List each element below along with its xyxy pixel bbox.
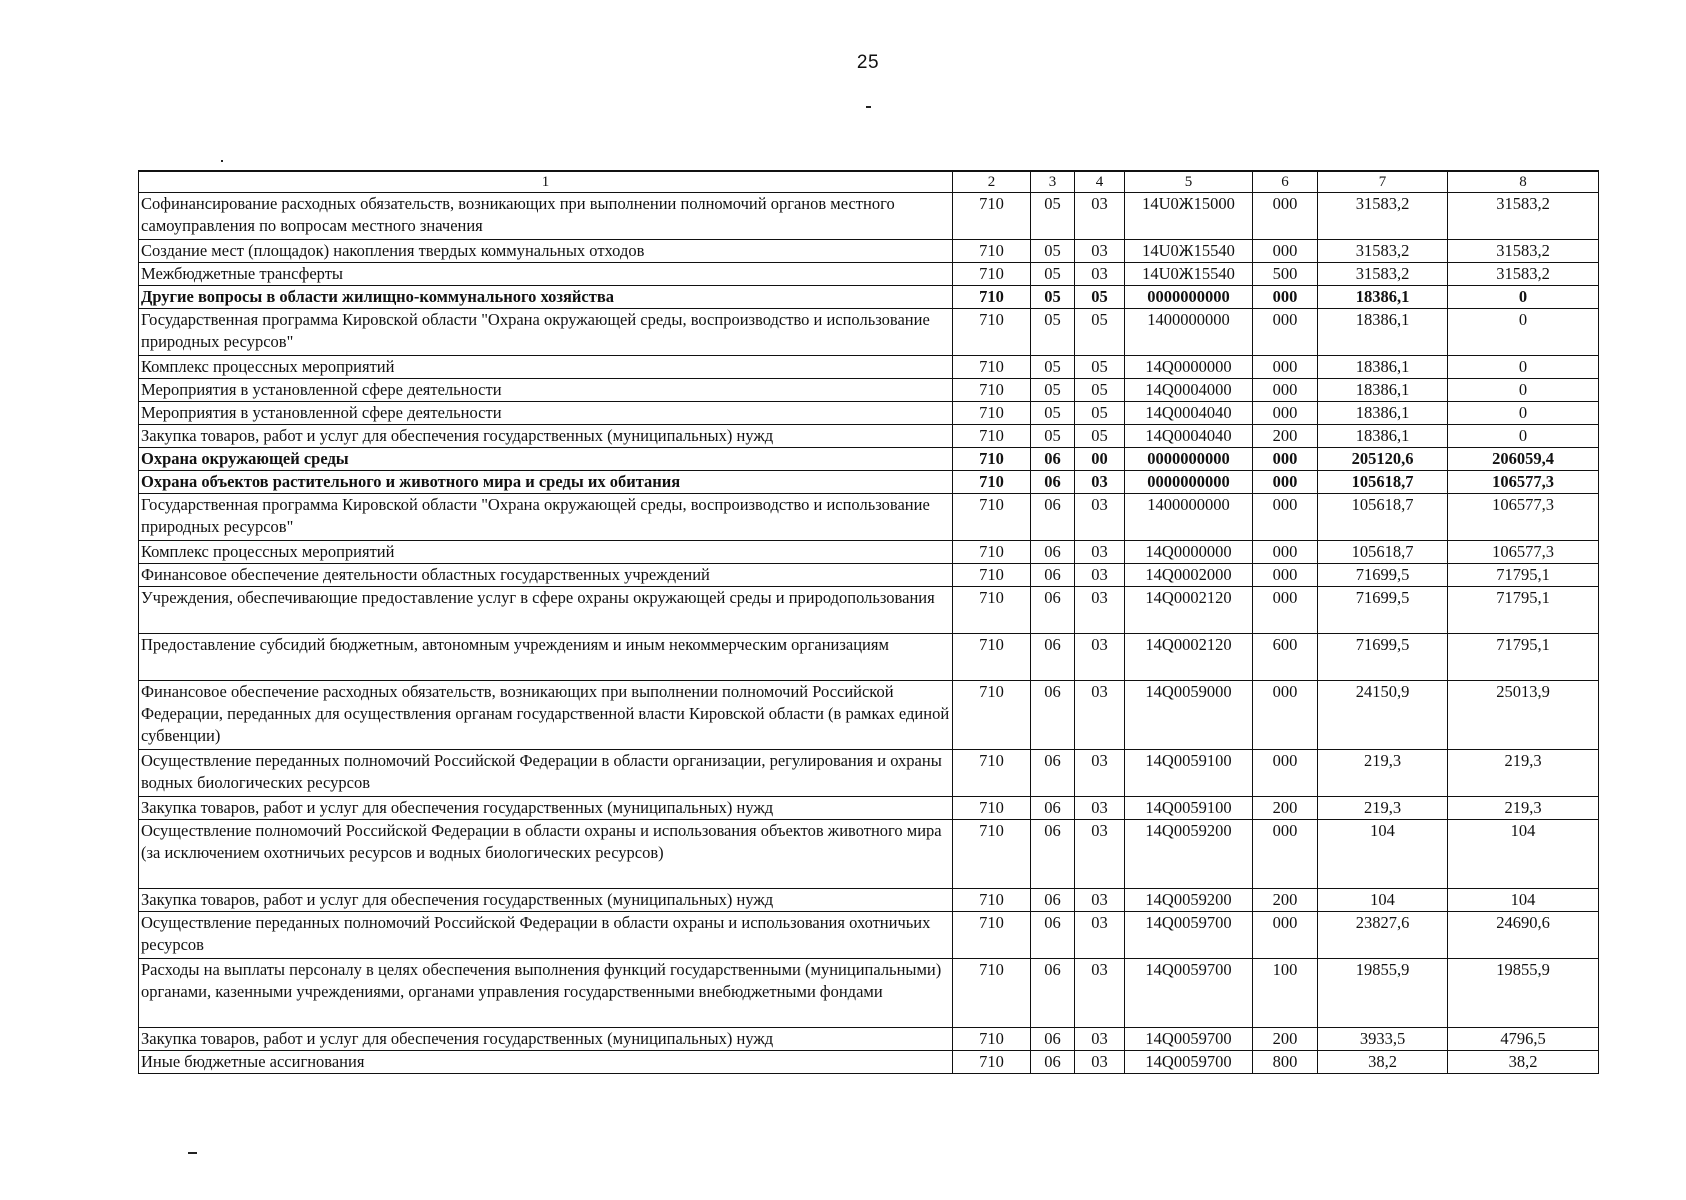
table-row [139,309,1599,356]
row-amount-year1-cell: 18386,1 [1318,309,1448,356]
table-row [139,541,1599,564]
header-cell: 7 [1318,171,1448,193]
row-target-article-cell: 14Q0059700 [1125,1028,1253,1051]
row-target-article-cell: 14Q0002120 [1125,587,1253,634]
row-amount-year1-cell: 18386,1 [1318,286,1448,309]
row-target-article-cell: 0000000000 [1125,448,1253,471]
row-code-cell: 710 [953,959,1031,1028]
row-amount-year1-cell: 104 [1318,820,1448,889]
header-cell: 3 [1031,171,1075,193]
row-section-cell: 06 [1031,494,1075,541]
row-amount-year1-cell: 23827,6 [1318,912,1448,959]
row-name-cell: Учреждения, обеспечивающие предоставление услуг в сфере охраны окружающей среды и природопользования [139,587,953,634]
row-amount-year1-cell: 18386,1 [1318,425,1448,448]
row-target-article-cell: 14U0Ж15000 [1125,193,1253,240]
row-name-cell: Охрана объектов растительного и животного мира и среды их обитания [139,471,953,494]
row-subsection-cell: 03 [1075,494,1125,541]
row-section-cell: 06 [1031,912,1075,959]
table-row [139,681,1599,750]
row-code-cell: 710 [953,286,1031,309]
row-amount-year2-cell: 0 [1448,356,1599,379]
row-expense-type-cell: 000 [1253,541,1318,564]
row-section-cell: 06 [1031,634,1075,681]
row-code-cell: 710 [953,263,1031,286]
row-section-cell: 06 [1031,541,1075,564]
row-name-cell: Закупка товаров, работ и услуг для обеспечения государственных (муниципальных) нужд [139,1028,953,1051]
row-section-cell: 06 [1031,1028,1075,1051]
row-subsection-cell: 03 [1075,681,1125,750]
row-name-cell: Создание мест (площадок) накопления твердых коммунальных отходов [139,240,953,263]
table-row [139,587,1599,634]
row-expense-type-cell: 500 [1253,263,1318,286]
row-subsection-cell: 03 [1075,587,1125,634]
row-target-article-cell: 1400000000 [1125,309,1253,356]
row-amount-year2-cell: 106577,3 [1448,471,1599,494]
table-row [139,797,1599,820]
row-expense-type-cell: 000 [1253,356,1318,379]
row-expense-type-cell: 000 [1253,240,1318,263]
row-name-cell: Государственная программа Кировской области "Охрана окружающей среды, воспроизводство и использование природных ресурсов" [139,494,953,541]
row-name-cell: Осуществление полномочий Российской Федерации в области охраны и использования объектов животного мира (за исключением охотничьих ресурсов и водных биологических ресурсов) [139,820,953,889]
row-name-cell: Комплекс процессных мероприятий [139,356,953,379]
row-code-cell: 710 [953,1051,1031,1074]
row-section-cell: 06 [1031,820,1075,889]
row-section-cell: 05 [1031,263,1075,286]
row-target-article-cell: 14Q0059000 [1125,681,1253,750]
row-amount-year1-cell: 24150,9 [1318,681,1448,750]
row-code-cell: 710 [953,471,1031,494]
row-section-cell: 05 [1031,286,1075,309]
row-expense-type-cell: 200 [1253,1028,1318,1051]
row-section-cell: 05 [1031,379,1075,402]
header-cell: 2 [953,171,1031,193]
row-section-cell: 05 [1031,356,1075,379]
row-code-cell: 710 [953,750,1031,797]
header-cell: 4 [1075,171,1125,193]
row-amount-year1-cell: 31583,2 [1318,263,1448,286]
row-target-article-cell: 1400000000 [1125,494,1253,541]
row-name-cell: Комплекс процессных мероприятий [139,541,953,564]
row-expense-type-cell: 600 [1253,634,1318,681]
row-amount-year2-cell: 0 [1448,286,1599,309]
row-target-article-cell: 0000000000 [1125,471,1253,494]
row-section-cell: 06 [1031,797,1075,820]
row-amount-year2-cell: 19855,9 [1448,959,1599,1028]
table-row [139,1028,1599,1051]
row-expense-type-cell: 000 [1253,193,1318,240]
row-expense-type-cell: 000 [1253,494,1318,541]
row-code-cell: 710 [953,425,1031,448]
row-expense-type-cell: 800 [1253,1051,1318,1074]
row-amount-year2-cell: 38,2 [1448,1051,1599,1074]
row-subsection-cell: 03 [1075,820,1125,889]
scan-speck [866,106,871,108]
row-amount-year2-cell: 219,3 [1448,797,1599,820]
row-expense-type-cell: 200 [1253,797,1318,820]
row-name-cell: Межбюджетные трансферты [139,263,953,286]
row-name-cell: Государственная программа Кировской области "Охрана окружающей среды, воспроизводство и использование природных ресурсов" [139,309,953,356]
row-subsection-cell: 03 [1075,889,1125,912]
row-name-cell: Закупка товаров, работ и услуг для обеспечения государственных (муниципальных) нужд [139,425,953,448]
row-code-cell: 710 [953,356,1031,379]
table-row [139,494,1599,541]
row-section-cell: 05 [1031,240,1075,263]
table-row [139,889,1599,912]
row-target-article-cell: 14U0Ж15540 [1125,263,1253,286]
row-amount-year2-cell: 24690,6 [1448,912,1599,959]
row-subsection-cell: 03 [1075,1051,1125,1074]
row-code-cell: 710 [953,494,1031,541]
row-target-article-cell: 14Q0059200 [1125,820,1253,889]
row-amount-year1-cell: 105618,7 [1318,494,1448,541]
row-expense-type-cell: 000 [1253,448,1318,471]
row-target-article-cell: 14Q0004040 [1125,425,1253,448]
row-amount-year2-cell: 106577,3 [1448,494,1599,541]
table-row [139,820,1599,889]
row-target-article-cell: 14Q0000000 [1125,541,1253,564]
row-amount-year2-cell: 25013,9 [1448,681,1599,750]
row-amount-year1-cell: 71699,5 [1318,564,1448,587]
row-subsection-cell: 03 [1075,471,1125,494]
row-subsection-cell: 05 [1075,379,1125,402]
table-row [139,402,1599,425]
row-amount-year2-cell: 71795,1 [1448,587,1599,634]
row-subsection-cell: 05 [1075,356,1125,379]
table-row [139,750,1599,797]
row-target-article-cell: 14Q0004040 [1125,402,1253,425]
row-amount-year1-cell: 219,3 [1318,797,1448,820]
row-code-cell: 710 [953,541,1031,564]
table-row [139,471,1599,494]
row-code-cell: 710 [953,1028,1031,1051]
row-amount-year2-cell: 0 [1448,309,1599,356]
row-amount-year2-cell: 31583,2 [1448,193,1599,240]
row-target-article-cell: 14Q0004000 [1125,379,1253,402]
row-amount-year1-cell: 31583,2 [1318,193,1448,240]
row-expense-type-cell: 000 [1253,587,1318,634]
table-row [139,564,1599,587]
row-amount-year2-cell: 206059,4 [1448,448,1599,471]
row-subsection-cell: 03 [1075,634,1125,681]
table-row [139,425,1599,448]
table-body [139,171,1599,1074]
row-code-cell: 710 [953,889,1031,912]
row-code-cell: 710 [953,820,1031,889]
row-expense-type-cell: 000 [1253,379,1318,402]
table-row [139,448,1599,471]
row-expense-type-cell: 100 [1253,959,1318,1028]
row-expense-type-cell: 200 [1253,889,1318,912]
table-row [139,379,1599,402]
row-amount-year2-cell: 104 [1448,889,1599,912]
row-subsection-cell: 03 [1075,263,1125,286]
row-name-cell: Софинансирование расходных обязательств, возникающих при выполнении полномочий органов местного самоуправления по вопросам местного значения [139,193,953,240]
row-amount-year2-cell: 0 [1448,402,1599,425]
table-row [139,912,1599,959]
row-section-cell: 06 [1031,471,1075,494]
row-expense-type-cell: 000 [1253,564,1318,587]
row-amount-year2-cell: 219,3 [1448,750,1599,797]
row-target-article-cell: 14Q0000000 [1125,356,1253,379]
row-section-cell: 06 [1031,1051,1075,1074]
row-subsection-cell: 03 [1075,959,1125,1028]
row-target-article-cell: 14Q0059100 [1125,750,1253,797]
row-name-cell: Закупка товаров, работ и услуг для обеспечения государственных (муниципальных) нужд [139,889,953,912]
row-name-cell: Финансовое обеспечение расходных обязательств, возникающих при выполнении полномочий Российской Федерации, переданных для осуществления органам государственной власти Кировской области (в рамках единой субвенции) [139,681,953,750]
row-code-cell: 710 [953,193,1031,240]
row-subsection-cell: 05 [1075,425,1125,448]
row-target-article-cell: 14Q0059700 [1125,959,1253,1028]
row-code-cell: 710 [953,797,1031,820]
row-section-cell: 06 [1031,959,1075,1028]
row-section-cell: 06 [1031,448,1075,471]
row-amount-year1-cell: 18386,1 [1318,402,1448,425]
row-section-cell: 06 [1031,889,1075,912]
row-target-article-cell: 14Q0059200 [1125,889,1253,912]
row-amount-year2-cell: 31583,2 [1448,240,1599,263]
row-expense-type-cell: 000 [1253,471,1318,494]
table-row [139,959,1599,1028]
row-subsection-cell: 03 [1075,193,1125,240]
row-expense-type-cell: 000 [1253,820,1318,889]
row-subsection-cell: 03 [1075,912,1125,959]
row-name-cell: Закупка товаров, работ и услуг для обеспечения государственных (муниципальных) нужд [139,797,953,820]
row-section-cell: 05 [1031,193,1075,240]
row-section-cell: 06 [1031,564,1075,587]
row-amount-year1-cell: 38,2 [1318,1051,1448,1074]
row-name-cell: Мероприятия в установленной сфере деятельности [139,402,953,425]
row-amount-year1-cell: 18386,1 [1318,379,1448,402]
row-subsection-cell: 03 [1075,541,1125,564]
header-cell: 5 [1125,171,1253,193]
scan-speck [188,1152,197,1154]
row-amount-year1-cell: 105618,7 [1318,541,1448,564]
row-name-cell: Охрана окружающей среды [139,448,953,471]
row-name-cell: Иные бюджетные ассигнования [139,1051,953,1074]
row-target-article-cell: 14Q0002120 [1125,634,1253,681]
row-target-article-cell: 14Q0059700 [1125,1051,1253,1074]
row-amount-year1-cell: 71699,5 [1318,587,1448,634]
row-amount-year2-cell: 71795,1 [1448,634,1599,681]
row-name-cell: Осуществление переданных полномочий Российской Федерации в области организации, регулирования и охраны водных биологических ресурсов [139,750,953,797]
row-expense-type-cell: 000 [1253,750,1318,797]
row-name-cell: Предоставление субсидий бюджетным, автономным учреждениям и иным некоммерческим организациям [139,634,953,681]
row-amount-year1-cell: 71699,5 [1318,634,1448,681]
row-subsection-cell: 05 [1075,286,1125,309]
row-amount-year1-cell: 18386,1 [1318,356,1448,379]
row-section-cell: 06 [1031,681,1075,750]
budget-table [138,170,1599,1074]
row-section-cell: 05 [1031,309,1075,356]
row-expense-type-cell: 000 [1253,681,1318,750]
row-expense-type-cell: 200 [1253,425,1318,448]
row-amount-year1-cell: 105618,7 [1318,471,1448,494]
table-header-row [139,171,1599,193]
row-code-cell: 710 [953,587,1031,634]
header-cell: 1 [139,171,953,193]
row-subsection-cell: 05 [1075,402,1125,425]
row-target-article-cell: 14Q0002000 [1125,564,1253,587]
row-subsection-cell: 03 [1075,1028,1125,1051]
row-target-article-cell: 14U0Ж15540 [1125,240,1253,263]
row-amount-year2-cell: 0 [1448,379,1599,402]
scan-speck [221,160,223,162]
row-amount-year2-cell: 0 [1448,425,1599,448]
row-subsection-cell: 00 [1075,448,1125,471]
row-code-cell: 710 [953,240,1031,263]
row-amount-year2-cell: 4796,5 [1448,1028,1599,1051]
page-number: 25 [856,52,880,73]
row-amount-year2-cell: 31583,2 [1448,263,1599,286]
header-cell: 8 [1448,171,1599,193]
table-row [139,263,1599,286]
row-amount-year1-cell: 19855,9 [1318,959,1448,1028]
row-name-cell: Расходы на выплаты персоналу в целях обеспечения выполнения функций государственными (муниципальными) органами, казенными учреждениями, органами управления государственными внебюджетными фондами [139,959,953,1028]
row-expense-type-cell: 000 [1253,402,1318,425]
row-expense-type-cell: 000 [1253,286,1318,309]
row-section-cell: 06 [1031,587,1075,634]
row-amount-year2-cell: 106577,3 [1448,541,1599,564]
row-subsection-cell: 03 [1075,797,1125,820]
row-target-article-cell: 0000000000 [1125,286,1253,309]
row-expense-type-cell: 000 [1253,309,1318,356]
row-amount-year1-cell: 104 [1318,889,1448,912]
table-row [139,1051,1599,1074]
row-code-cell: 710 [953,448,1031,471]
row-name-cell: Другие вопросы в области жилищно-коммунального хозяйства [139,286,953,309]
row-amount-year2-cell: 104 [1448,820,1599,889]
row-target-article-cell: 14Q0059700 [1125,912,1253,959]
row-section-cell: 05 [1031,402,1075,425]
row-code-cell: 710 [953,634,1031,681]
header-cell: 6 [1253,171,1318,193]
row-amount-year1-cell: 219,3 [1318,750,1448,797]
row-amount-year2-cell: 71795,1 [1448,564,1599,587]
row-code-cell: 710 [953,402,1031,425]
row-code-cell: 710 [953,309,1031,356]
table-row [139,286,1599,309]
row-section-cell: 06 [1031,750,1075,797]
row-section-cell: 05 [1031,425,1075,448]
row-subsection-cell: 03 [1075,240,1125,263]
row-subsection-cell: 05 [1075,309,1125,356]
row-name-cell: Осуществление переданных полномочий Российской Федерации в области охраны и использования охотничьих ресурсов [139,912,953,959]
row-name-cell: Финансовое обеспечение деятельности областных государственных учреждений [139,564,953,587]
row-target-article-cell: 14Q0059100 [1125,797,1253,820]
table-row [139,240,1599,263]
row-subsection-cell: 03 [1075,564,1125,587]
row-amount-year1-cell: 31583,2 [1318,240,1448,263]
row-code-cell: 710 [953,379,1031,402]
row-code-cell: 710 [953,681,1031,750]
table-row [139,634,1599,681]
row-amount-year1-cell: 3933,5 [1318,1028,1448,1051]
table-row [139,193,1599,240]
row-subsection-cell: 03 [1075,750,1125,797]
row-code-cell: 710 [953,912,1031,959]
row-amount-year1-cell: 205120,6 [1318,448,1448,471]
row-expense-type-cell: 000 [1253,912,1318,959]
row-code-cell: 710 [953,564,1031,587]
table-row [139,356,1599,379]
row-name-cell: Мероприятия в установленной сфере деятельности [139,379,953,402]
